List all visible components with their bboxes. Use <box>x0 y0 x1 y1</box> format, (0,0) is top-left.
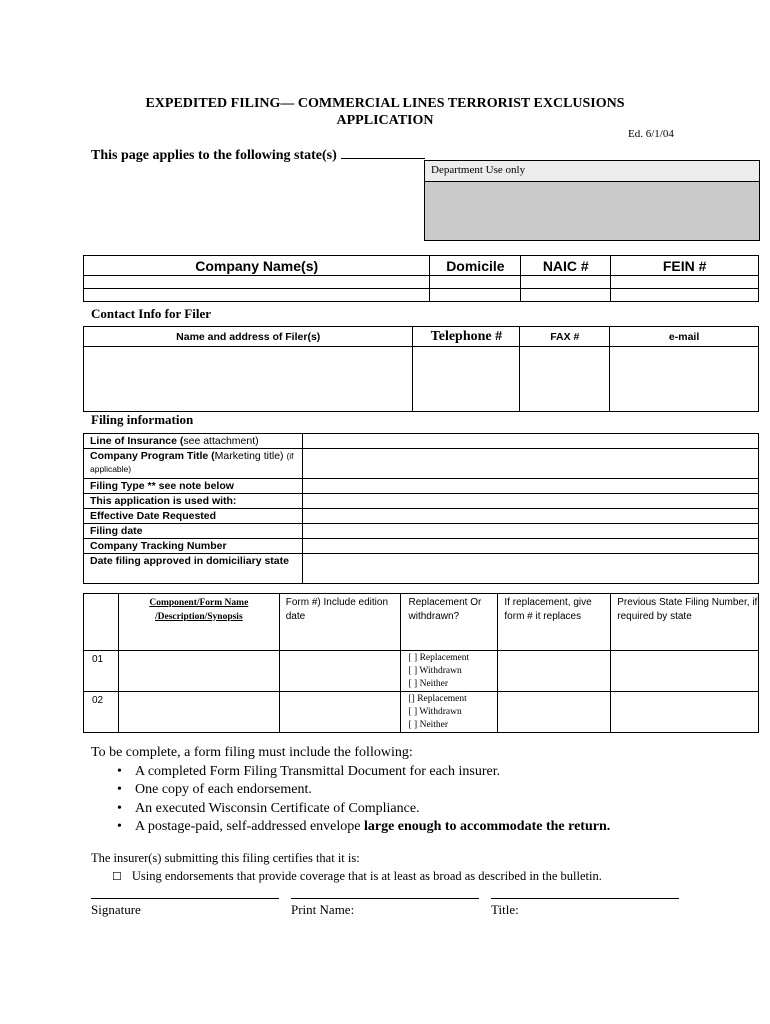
used-with-label: This application is used with: <box>90 495 237 507</box>
filing-row-program-title <box>84 449 759 479</box>
edition-date: Ed. 6/1/04 <box>628 128 674 140</box>
title-block <box>491 898 679 918</box>
company-row <box>84 276 759 289</box>
domiciliary-approval-value[interactable] <box>302 554 758 584</box>
email-header: e-mail <box>610 327 759 347</box>
program-title-small: (if applicable) <box>90 451 294 474</box>
domicile-header: Domicile <box>430 256 521 276</box>
filer-name-cell[interactable] <box>84 347 413 412</box>
company-name-cell[interactable] <box>84 276 430 289</box>
checkbox-icon[interactable]: ☐ <box>112 871 122 883</box>
naic-cell[interactable] <box>521 289 611 302</box>
certification-section <box>91 849 602 886</box>
row-number-header <box>84 594 119 651</box>
line-of-insurance-label: Line of Insurance ( <box>90 435 184 447</box>
requirement-item: • A completed Form Filing Transmittal Document for each insurer. <box>117 763 610 782</box>
filing-info-table <box>83 433 759 584</box>
program-title-note: Marketing title) <box>214 450 287 462</box>
tracking-number-label: Company Tracking Number <box>90 540 227 552</box>
component-name-cell[interactable] <box>118 692 279 733</box>
form-number-cell[interactable] <box>279 692 400 733</box>
print-name-line[interactable] <box>291 898 479 899</box>
title-line-1: EXPEDITED FILING— COMMERCIAL LINES TERRORIST EXCLUSIONS <box>145 96 625 111</box>
replaced-form-header: If replacement, give form # it replaces <box>498 594 611 651</box>
filing-row-tracking-number <box>84 539 759 554</box>
replacement-option[interactable]: [] Replacement <box>408 694 467 704</box>
replacement-options <box>400 651 498 692</box>
previous-filing-cell[interactable] <box>611 692 759 733</box>
certification-option-text: Using endorsements that provide coverage that is at least as broad as described in the bulletin. <box>131 869 602 883</box>
department-use-label: Department Use only <box>425 161 759 182</box>
company-row <box>84 289 759 302</box>
component-row <box>84 651 759 692</box>
email-cell[interactable] <box>610 347 759 412</box>
naic-header: NAIC # <box>521 256 611 276</box>
contact-section-title: Contact Info for Filer <box>91 306 211 321</box>
filing-date-label: Filing date <box>90 525 143 537</box>
form-number-cell[interactable] <box>279 651 400 692</box>
document-title <box>0 95 770 129</box>
replacement-option[interactable]: [ ] Replacement <box>408 653 470 663</box>
fein-cell[interactable] <box>611 289 759 302</box>
signature-label: Signature <box>91 902 141 917</box>
title-line-2: APPLICATION <box>336 113 434 128</box>
requirement-item <box>117 818 610 837</box>
component-name-header: Component/Form Name /Description/Synopsis <box>118 594 279 651</box>
replacement-options <box>400 692 498 733</box>
filing-type-value[interactable] <box>302 479 758 494</box>
contact-table <box>83 326 759 412</box>
company-name-header: Company Name(s) <box>84 256 430 276</box>
department-use-area <box>425 182 759 240</box>
signature-line[interactable] <box>91 898 279 899</box>
company-name-cell[interactable] <box>84 289 430 302</box>
filing-section-title: Filing information <box>91 412 194 427</box>
component-row <box>84 692 759 733</box>
signature-block <box>91 898 279 918</box>
domicile-cell[interactable] <box>430 276 521 289</box>
used-with-value[interactable] <box>302 494 758 509</box>
effective-date-label: Effective Date Requested <box>90 510 217 522</box>
print-name-block <box>291 898 479 918</box>
telephone-header: Telephone # <box>413 327 520 347</box>
applies-to-states <box>91 145 425 164</box>
certification-intro: The insurer(s) submitting this filing certifies that it is: <box>91 851 360 865</box>
replaced-form-cell[interactable] <box>498 692 611 733</box>
filer-name-header: Name and address of Filer(s) <box>84 327 413 347</box>
tracking-number-value[interactable] <box>302 539 758 554</box>
filing-row-filing-type <box>84 479 759 494</box>
requirement-envelope-text: A postage-paid, self-addressed envelope <box>135 819 364 834</box>
naic-cell[interactable] <box>521 276 611 289</box>
withdrawn-option[interactable]: [ ] Withdrawn <box>408 707 462 717</box>
replaced-form-cell[interactable] <box>498 651 611 692</box>
requirements-intro: To be complete, a form filing must include the following: <box>91 745 413 760</box>
requirement-item: • An executed Wisconsin Certificate of Compliance. <box>117 800 610 819</box>
program-title-value[interactable] <box>302 449 758 479</box>
applies-label: This page applies to the following state(s) <box>91 148 337 163</box>
neither-option[interactable]: [ ] Neither <box>408 679 449 689</box>
filing-row-line-of-insurance <box>84 434 759 449</box>
fein-cell[interactable] <box>611 276 759 289</box>
fax-header: FAX # <box>520 327 610 347</box>
line-of-insurance-value[interactable] <box>302 434 758 449</box>
requirement-envelope-bold: large enough to accommodate the return. <box>363 819 611 834</box>
title-line[interactable] <box>491 898 679 899</box>
previous-filing-cell[interactable] <box>611 651 759 692</box>
filing-row-domiciliary-approval <box>84 554 759 584</box>
department-use-box <box>424 160 760 241</box>
domiciliary-approval-label: Date filing approved in domiciliary state <box>90 555 289 567</box>
component-name-cell[interactable] <box>118 651 279 692</box>
requirements-list <box>91 763 610 837</box>
replacement-header: Replacement Or withdrawn? <box>400 594 498 651</box>
states-field[interactable] <box>341 145 425 159</box>
fax-cell[interactable] <box>520 347 610 412</box>
form-number-header: Form #) Include edition date <box>279 594 400 651</box>
components-table <box>83 593 759 733</box>
filing-type-label: Filing Type ** see note below <box>90 480 234 492</box>
component-row-number: 01 <box>84 651 119 692</box>
telephone-cell[interactable] <box>413 347 520 412</box>
certification-option <box>91 867 602 886</box>
domicile-cell[interactable] <box>430 289 521 302</box>
requirement-item: • One copy of each endorsement. <box>117 781 610 800</box>
filing-row-effective-date <box>84 509 759 524</box>
program-title-label: Company Program Title ( <box>90 450 215 462</box>
previous-filing-header: Previous State Filing Number, if required by state <box>611 594 759 651</box>
requirements-section <box>91 744 610 837</box>
filing-date-value[interactable] <box>302 524 758 539</box>
print-name-label: Print Name: <box>291 902 355 917</box>
filing-row-used-with <box>84 494 759 509</box>
neither-option[interactable]: [ ] Neither <box>408 720 449 730</box>
filing-row-filing-date <box>84 524 759 539</box>
component-row-number: 02 <box>84 692 119 733</box>
line-of-insurance-note: see attachment) <box>183 435 259 447</box>
title-label: Title: <box>491 902 519 917</box>
fein-header: FEIN # <box>611 256 759 276</box>
company-table <box>83 255 759 302</box>
withdrawn-option[interactable]: [ ] Withdrawn <box>408 666 462 676</box>
effective-date-value[interactable] <box>302 509 758 524</box>
